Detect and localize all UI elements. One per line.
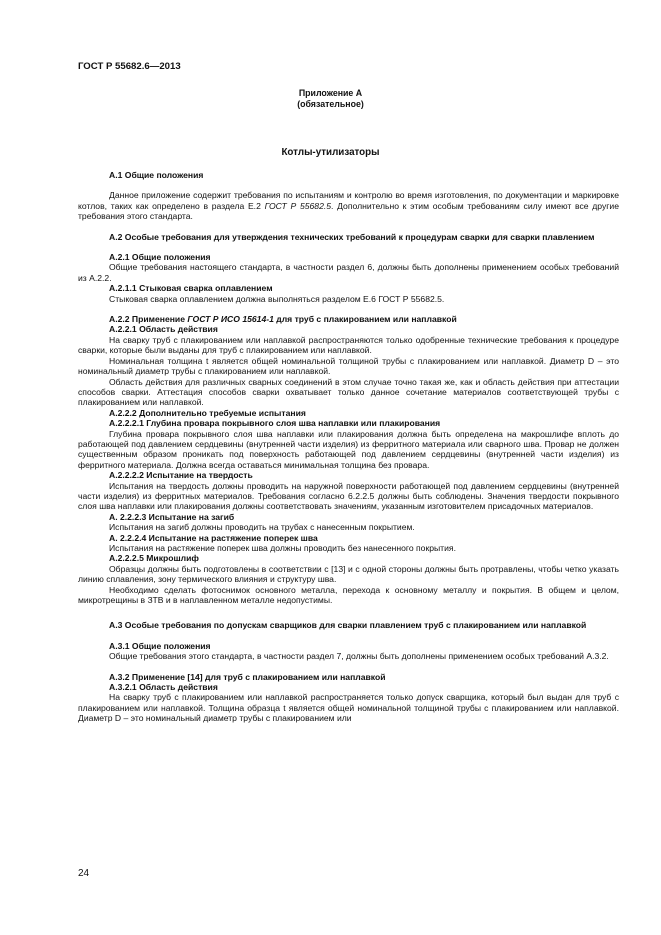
section-a2225-p2: Необходимо сделать фотоснимок основного металла, перехода к основному металлу и покрытия. В общем и целом, микротрещины в ЗТВ и в наплавленном металле недопустимы. (78, 584, 619, 606)
standard-reference: ГОСТ Р 55682.5 (264, 200, 332, 211)
document-code-header: ГОСТ Р 55682.6—2013 (78, 61, 181, 72)
section-a211-heading: А.2.1.1 Стыковая сварка оплавлением (109, 283, 273, 294)
section-a321-heading: А.3.2.1 Область действия (109, 682, 218, 693)
section-a21-heading: А.2.1 Общие положения (109, 252, 211, 263)
annex-heading (0, 88, 661, 110)
annex-title: Приложение А (298, 88, 363, 98)
section-a2225-heading: А.2.2.2.5 Микрошлиф (109, 553, 199, 564)
section-a2223-text: Испытания на загиб должны проводить на трубах с нанесенным покрытием. (109, 522, 415, 533)
section-a2-heading: А.2 Особые требования для утверждения технических требований к процедурам сварки для сварки плавлением (109, 231, 595, 242)
main-title: Котлы-утилизаторы (281, 147, 380, 158)
section-a2222-heading: А.2.2.2.2 Испытание на твердость (109, 470, 253, 481)
section-a22-heading: А.2.2 Применение ГОСТ Р ИСО 15614-1 для труб с плакированием или наплавкой (109, 314, 457, 325)
section-a222-heading: А.2.2.2 Дополнительно требуемые испытания (109, 407, 306, 418)
section-a2223-heading: А. 2.2.2.3 Испытание на загиб (109, 511, 235, 522)
section-a1-paragraph: Данное приложение содержит требования по испытаниям и контролю во время изготовления, по документации и маркировке котлов, таких как определено в раздела Е.2 ГОСТ Р 55682.5. Дополнительно к этим особым требованиям силу имеют все другие требования этого стандарта. (78, 190, 619, 222)
section-a321-text: На сварку труб с плакированием или наплавкой распространяется только допуск сварщика, который был выдан для труб с плакированием или наплавкой. Толщина образца t является общей номинальной толщиной трубы с плакированием или наплавкой. Диаметр D – это номинальный диаметр трубы с плакированием или (78, 692, 619, 724)
section-a2224-heading: А. 2.2.2.4 Испытание на растяжение поперек шва (109, 532, 318, 543)
page-number: 24 (78, 868, 90, 879)
section-a2221-text: Глубина провара покрывного слоя шва наплавки или плакирования должна быть определена на макрошлифе вплоть до работающей под давлением сердцевины (внутренней части изделия) из ферритного материала или сварного шва. Провар не должен существенным образом проникать под поверхность работающей под давлением сердцевины (внутренней части изделия) из ферритного материала. Должна всегда оставаться минимальная толщина без провара. (78, 428, 619, 470)
section-a21-text: Общие требования настоящего стандарта, в частности раздел 6, должны быть дополнены применением особых требований из А.2.2. (78, 262, 619, 283)
annex-status: (обязательное) (297, 99, 364, 109)
section-a1-heading: А.1 Общие положения (109, 170, 204, 180)
section-a2225-p1: Образцы должны быть подготовлены в соответствии с [13] и с одной стороны должны быть протравлены, чтобы четко указать линию сплавления, зону термического влияния и структуру шва. (78, 563, 619, 585)
section-a211-text: Стыковая сварка оплавлением должна выполняться разделом Е.6 ГОСТ Р 55682.5. (109, 293, 445, 304)
section-a3-heading: А.3 Особые требования по допускам сварщиков для сварки плавлением труб с плакированием или наплавкой (109, 620, 587, 631)
section-a31-heading: А.3.1 Общие положения (109, 640, 211, 651)
section-a31-text: Общие требования этого стандарта, в частности раздел 7, должны быть дополнены применением особых требований А.3.2. (109, 651, 609, 662)
section-a221-p1: На сварку труб с плакированием или наплавкой распространяются только одобренные технические требования к процедуре сварки, которые были выданы для труб с плакированием или наплавкой. (78, 334, 619, 356)
section-a32-heading: А.3.2 Применение [14] для труб с плакированием или наплавкой (109, 671, 386, 682)
section-a2224-text: Испытания на растяжение поперек шва должны проводить без нанесенного покрытия. (109, 543, 456, 553)
section-a221-p2: Номинальная толщина t является общей номинальной толщиной трубы с плакированием или наплавкой. Диаметр D – это номинальный диаметр трубы с плакированием или наплавкой. (78, 355, 619, 377)
document-body (78, 170, 619, 724)
section-a221-heading: А.2.2.1 Область действия (109, 324, 218, 335)
section-a2221-heading: А.2.2.2.1 Глубина провара покрывного слоя шва наплавки или плакирования (109, 418, 441, 429)
section-a2222-text: Испытания на твердость должны проводить на наружной поверхности работающей под давлением сердцевины (внутренней части изделия) из ферритных материалов. Требования согласно 6.2.2.5 должны быть соблюдены. Значения твердости покрывного слоя шва наплавки или плакирования должны соответствовать значениям, указанным изготовителем присадочных материалов. (78, 480, 619, 512)
standard-reference: ГОСТ Р ИСО 15614-1 (187, 314, 274, 325)
section-a221-p3: Область действия для различных сварных соединений в этом случае точно такая же, как и область действия при аттестации способов сварки. Аттестация способов сварки охватывает только данное сочетание материалов соответствующей трубы с плакированием или наплавкой. (78, 376, 619, 408)
